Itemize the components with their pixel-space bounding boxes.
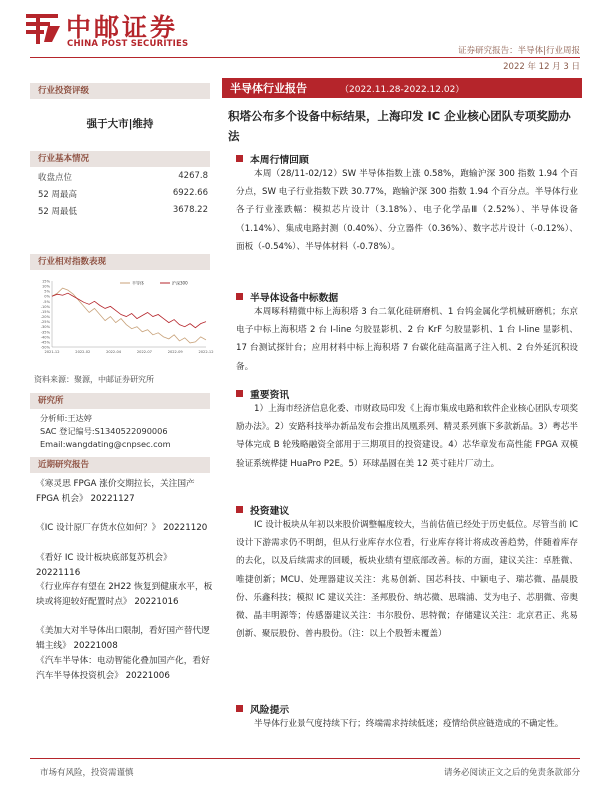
- section-heading: 投资建议: [236, 503, 289, 517]
- series-line-1: [52, 293, 206, 328]
- recent-report-item[interactable]: 《IC 设计原厂存货水位如何？》 20221120: [36, 523, 208, 533]
- y-tick-label: -35%: [40, 330, 50, 335]
- legend-label: 沪深300: [172, 280, 188, 286]
- analyst-sac: SAC 登记编号:S1340522090006: [40, 426, 168, 436]
- recent-report-item[interactable]: 《看好 IC 设计板块底部复苏机会》 20221116: [36, 553, 172, 578]
- basics-label: 52 周最高: [38, 190, 78, 200]
- logo-icon: [22, 10, 62, 46]
- section-heading: 本周行情回顾: [236, 152, 309, 166]
- x-tick-label: 2021-12: [44, 350, 60, 354]
- footer-disclaimer: 请务必阅读正文之后的免责条款部分: [443, 768, 580, 778]
- basics-value: 6922.66: [172, 188, 208, 198]
- series-line-0: [52, 288, 206, 343]
- report-period: （2022.11.28-2022.12.02）: [340, 85, 465, 95]
- basics-label: 收盘点位: [38, 173, 73, 183]
- x-tick-label: 2022-09: [167, 350, 183, 354]
- section-paragraph: 1）上海市经济信息化委、市财政局印发《上海市集成电路和软件企业核心团队专项奖励办法》。2）安路科技举办新品发布会推出凤凰系列、精灵系列旗下多款新品。3）粤芯半导体完成 B 轮残略融资全部用于三期项目的投资建设。4）芯华章发布高性能 FPGA 双模验证系统桦捷 HuaPro P2E。5）环球晶圆在美 12 英寸硅片厂动土。: [236, 404, 578, 469]
- basics-value: 3678.22: [172, 205, 208, 215]
- analyst-email: Email:wangdating@cnpsec.com: [40, 439, 171, 449]
- footer-divider: [30, 758, 580, 759]
- y-tick-label: -20%: [40, 315, 50, 320]
- x-tick-label: 2022-12: [198, 350, 214, 354]
- recent-report-item[interactable]: 《汽车半导体：电动智能化叠加国产化，看好汽车半导体投资机会》 20221006: [36, 656, 210, 681]
- y-tick-label: -5%: [43, 299, 50, 304]
- report-headline: 积塔公布多个设备中标结果，上海印发 IC 企业核心团队专项奖励办法: [228, 109, 571, 143]
- recent-report-item[interactable]: 《寒灵思 FPGA 涨价交期拉长，关注国产 FPGA 机会》 20221127: [36, 479, 195, 504]
- y-tick-label: -40%: [40, 335, 50, 340]
- rating-value: 强于大市|维持: [86, 118, 154, 130]
- y-tick-label: -10%: [40, 304, 50, 309]
- x-tick-label: 2022-02: [75, 350, 91, 354]
- section-heading: 半导体设备中标数据: [236, 290, 338, 304]
- recent-report-item[interactable]: 《美加大对半导体出口限制，看好国产替代逻辑主线》 20221008: [36, 626, 210, 651]
- x-tick-label: 2022-07: [136, 350, 152, 354]
- section-heading: 风险提示: [236, 702, 289, 716]
- index-chart: [30, 276, 214, 358]
- basics-section-title: 行业基本情况: [30, 151, 210, 167]
- section-paragraph: 半导体行业景气度持续下行；终端需求持续低迷；疫情给供应链造成的不确定性。: [254, 719, 564, 729]
- y-tick-label: 15%: [42, 279, 50, 284]
- section-paragraph: 本周啄科精微中标上海积塔 3 台二氧化硅研磨机、1 台钨金属化学机械研磨机；东京电子中标上海积塔 2 台 I-line 匀胶显影机、2 台 KrF 匀胶显影机、1 台 I-line 显影机、17 台测试探针台；应用材料中标上海积塔 7 台碳化硅高温离子注入机、2 台外延沉积设备。: [236, 307, 578, 372]
- breadcrumb: 证券研究报告：半导体|行业周报: [458, 46, 580, 56]
- analyst-section-title: 研究所: [30, 393, 210, 409]
- y-tick-label: -30%: [40, 325, 50, 330]
- y-tick-label: -45%: [40, 340, 50, 345]
- y-tick-label: 10%: [42, 284, 50, 289]
- recent-report-item[interactable]: 《行业库存有望在 2H22 恢复到健康水平，板块或将迎较好配置时点》 20221016: [36, 582, 213, 607]
- y-tick-label: 5%: [44, 289, 50, 294]
- company-name-en: CHINA POST SECURITIES: [67, 39, 189, 49]
- chart-source: 资料来源：聚源，中邮证券研究所: [34, 375, 154, 384]
- footer-risk-note: 市场有风险，投资需谨慎: [40, 768, 134, 778]
- basics-value: 4267.8: [178, 171, 208, 181]
- legend-label: 半导体: [132, 280, 144, 286]
- company-name: 中邮证券: [66, 13, 179, 42]
- report-section-title: 半导体行业报告: [230, 82, 307, 95]
- y-tick-label: 0%: [44, 294, 50, 299]
- header-divider: [30, 57, 580, 58]
- analyst-name: 分析师:王达婷: [40, 413, 92, 423]
- section-heading: 重要资讯: [236, 387, 289, 401]
- y-tick-label: -15%: [40, 309, 50, 314]
- rating-section-title: 行业投资评级: [30, 83, 210, 99]
- chart-section-title: 行业相对指数表现: [30, 254, 210, 270]
- x-tick-label: 2022-04: [106, 350, 122, 354]
- y-tick-label: -50%: [40, 345, 50, 350]
- section-paragraph: IC 设计板块从年初以来股价调整幅度较大，当前估值已经处于历史低位。尽管当前 IC 设计下游需求仍不明朗，但从行业库存水位看，行业库存将计将成改善趋势，伴随着库存的去化，以及后续需求的回暖，板块业绩有望底部改善。标的方面，建议关注：卓胜微、唯捷创新；MCU、处理器建议关注：兆易创新、国芯科技、中颖电子、瑞芯微、晶晨股份、乐鑫科技；模拟 IC 建议关注：圣邦股份、纳芯微、思瑞浦、艾为电子、芯朋微、帝奥微、晶丰明源等；传感器建议关注：韦尔股份、思特微；存储建议关注：北京君正、兆易创新、聚辰股份、普冉股份。（注：以上个股暂未覆盖）: [236, 520, 578, 640]
- basics-label: 52 周最低: [38, 207, 78, 217]
- report-date: 2022 年 12 月 3 日: [503, 62, 580, 72]
- section-paragraph: 本周（28/11-02/12）SW 半导体指数上涨 0.58%，跑输沪深 300 指数 1.94 个百分点，SW 电子行业指数下跌 30.77%，跑输沪深 300 指数 1.94 个百分点。半导体行业各子行业涨跌幅：模拟芯片设计（3.18%）、电子化学品Ⅲ（2.52%）、半导体设备（1.14%）、集成电路封测（0.40%）、分立器件（0.36%）、数字芯片设计（-0.12%）、面板（-0.54%）、半导体材料（-0.78%）。: [236, 169, 578, 252]
- recent-section-title: 近期研究报告: [30, 457, 210, 473]
- y-tick-label: -25%: [40, 320, 50, 325]
